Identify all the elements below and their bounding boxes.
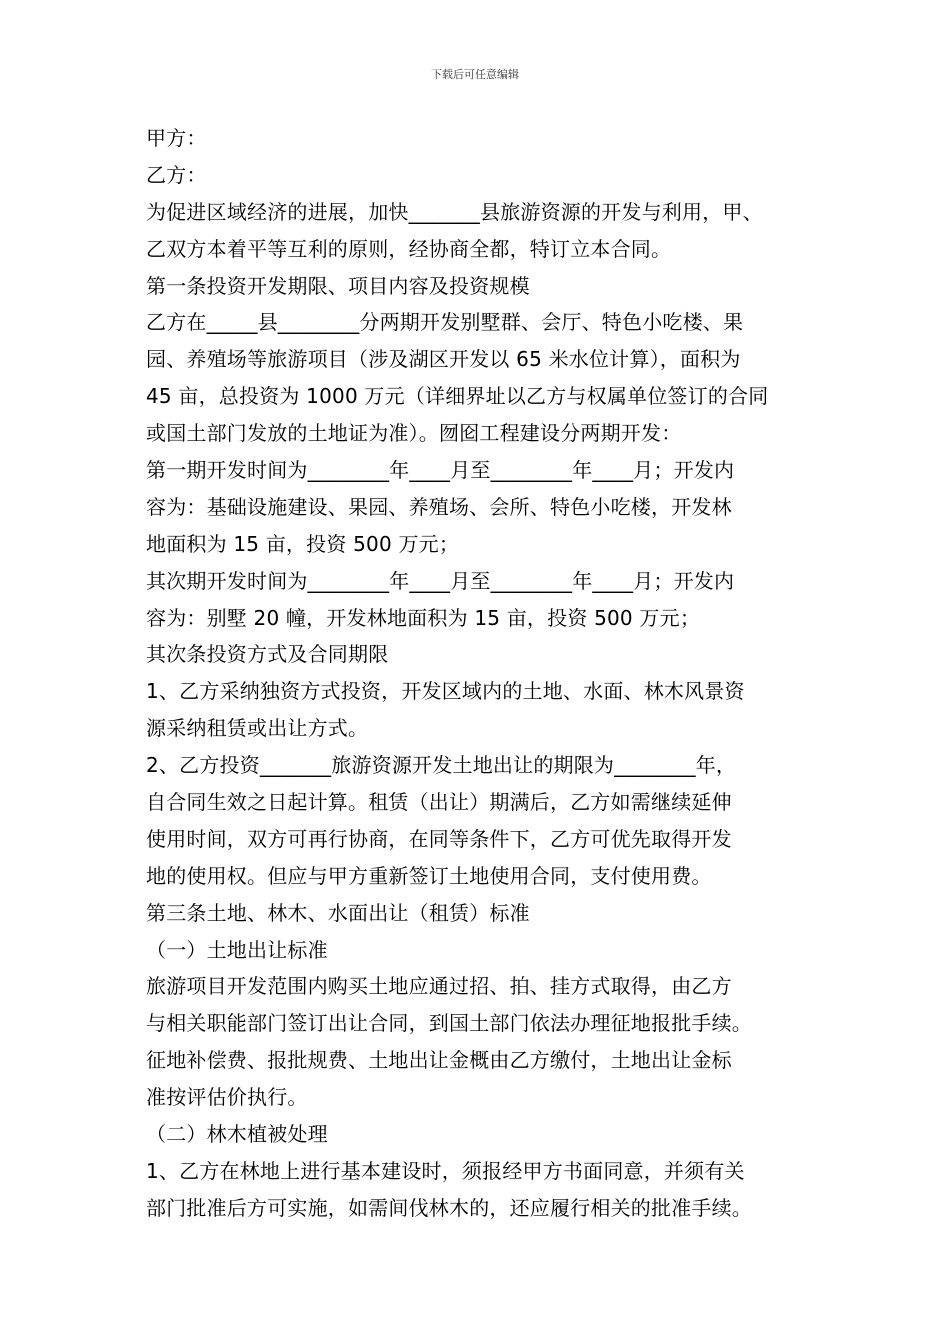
body-line: 容为：基础设施建设、果园、养殖场、会所、特色小吃楼，开发林 [146, 494, 732, 519]
body-line: 为促进区域经济的进展，加快_______县旅游资源的开发与利用，甲、 [146, 199, 763, 224]
body-line: 自合同生效之日起计算。租赁（出让）期满后，乙方如需继续延伸 [146, 790, 732, 815]
section-heading: 第一条投资开发期限、项目内容及投资规模 [146, 273, 530, 298]
body-line: 容为：别墅 20 幢，开发林地面积为 15 亩，投资 500 万元； [146, 605, 701, 630]
body-line: 园、养殖场等旅游项目（涉及湖区开发以 65 米水位计算），面积为 [146, 347, 741, 372]
body-line: 征地补偿费、报批规费、土地出让金概由乙方缴付，土地出让金标 [146, 1048, 732, 1073]
body-line: 45 亩，总投资为 1000 万元（详细界址以乙方与权属单位签订的合同 [146, 384, 769, 409]
body-line: 部门批准后方可实施，如需间伐林木的，还应履行相关的批准手续。 [146, 1195, 752, 1220]
body-line: 地面积为 15 亩，投资 500 万元； [146, 531, 460, 556]
body-line: 准按评估价执行。 [146, 1085, 308, 1110]
body-line: 甲方： [146, 126, 207, 150]
body-line: 地的使用权。但应与甲方重新签订土地使用合同，支付使用费。 [146, 863, 712, 888]
body-line: 乙方： [146, 162, 207, 187]
section-heading: 第三条土地、林木、水面出让（租赁）标准 [146, 900, 530, 925]
body-line: 其次期开发时间为________年____月至________年____月；开发内 [146, 568, 735, 593]
body-line: 乙双方本着平等互利的原则，经协商全都，特订立本合同。 [146, 236, 672, 261]
body-line: 2、乙方投资_______旅游资源开发土地出让的期限为________年， [146, 753, 737, 778]
body-line: 乙方在_____县________分两期开发别墅群、会厅、特色小吃楼、果 [146, 310, 744, 335]
body-line: 第一期开发时间为________年____月至________年____月；开发内 [146, 458, 735, 483]
body-line: 与相关职能部门签订出让合同，到国土部门依法办理征地报批手续。 [146, 1011, 752, 1036]
body-line: 源采纳租赁或出让方式。 [146, 716, 369, 741]
subsection-heading: （一）土地出让标准 [146, 937, 328, 962]
document-body [146, 120, 816, 1227]
section-heading: 其次条投资方式及合同期限 [146, 642, 389, 667]
body-line: 使用时间，双方可再行协商，在同等条件下，乙方可优先取得开发 [146, 826, 732, 851]
body-line: 1、乙方在林地上进行基本建设时，须报经甲方书面同意，并须有关 [146, 1158, 745, 1183]
body-line: 1、乙方采纳独资方式投资，开发区域内的土地、水面、林木风景资 [146, 679, 745, 704]
page-header: 下载后可任意编辑 [431, 68, 519, 81]
body-line: 或国土部门发放的土地证为准）。囫囵工程建设分两期开发： [146, 421, 682, 446]
subsection-heading: （二）林木植被处理 [146, 1122, 328, 1147]
body-line: 旅游项目开发范围内购买土地应通过招、拍、挂方式取得，由乙方 [146, 974, 732, 999]
